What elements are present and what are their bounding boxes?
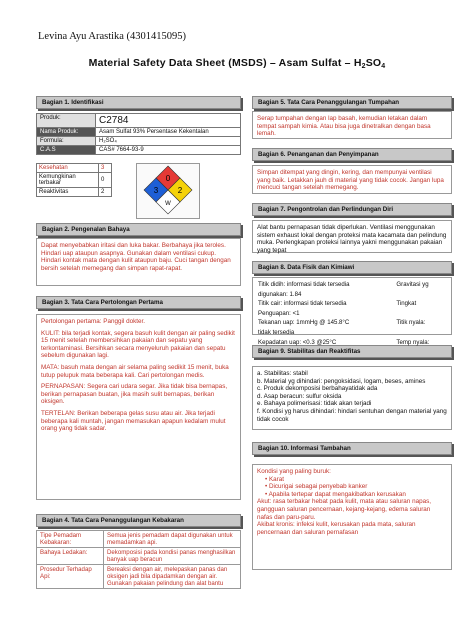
- first-aid-breathing: PERNAPASAN: Segera cari udara segar. Jika tidak bisa bernapas, berikan pernapasan buatan, jika masih sulit bernapas, berikan oksigen.: [41, 383, 228, 406]
- hazard-label: Kesehatan: [37, 164, 99, 173]
- table-row: [37, 137, 241, 146]
- section-10-body: [252, 464, 452, 570]
- section-10-header: Bagian 10. Informasi Tambahan: [252, 442, 452, 455]
- stability-item: c. Produk dekomposisi berbahayatidak ada: [257, 385, 378, 393]
- info-item: • Dicurigai sebagai penyebab kanker: [265, 483, 368, 491]
- product-code: C2784: [96, 114, 241, 128]
- table-row: [37, 128, 241, 137]
- phys-left: Titik didih: informasi tidak tersedia: [258, 281, 350, 288]
- nfpa-diamond-box: [136, 163, 200, 219]
- section-8-body: [252, 277, 452, 346]
- title-sub: 2: [361, 63, 366, 70]
- stability-item: e. Bahaya polimerisasi: tidak akan terjadi: [257, 400, 372, 408]
- first-aid-skin: KULIT: bila terjadi kontak, segera basuh kulit dengan air paling sedikit 15 menit setelah membersihkan pakaian dan sepatu yang terkontaminasi. Bersihkan secara menyeluruh pakaian dan sepatu sebelum digunakan lagi.: [41, 329, 235, 360]
- table-row: [37, 548, 241, 565]
- info-item: Kondisi yang paling buruk:: [257, 468, 331, 475]
- table-row: [257, 328, 447, 338]
- section-3-body: [36, 314, 241, 500]
- table-row: [37, 531, 241, 548]
- row-label: Nama Produk:: [37, 128, 96, 137]
- right-column: [252, 96, 452, 570]
- phys-right: Titik nyala:: [396, 319, 426, 327]
- identification-table: [36, 113, 241, 155]
- author-line: Levina Ayu Arastika (4301415095): [38, 31, 187, 42]
- hazard-value: 2: [99, 188, 112, 197]
- section-5-text: Serap tumpahan dengan lap basah, kemudian letakan dalam tempat sampah kimia. Atau bisa juga dinetralkan dengan basa lemah.: [252, 111, 452, 139]
- table-row: [37, 565, 241, 589]
- page-title: [0, 57, 474, 70]
- row-label: Formula:: [37, 137, 96, 146]
- info-item: Akut: rasa terbakar hebat pada kulit, mata atau saluran napas, gangguan saluran pencernaan, kejang-kejang, edema saluran nafas dan paru-paru.: [257, 498, 431, 521]
- hazard-label: Reaktivitas: [37, 188, 99, 197]
- first-aid-eyes: MATA: basuh mata dengan air selama paling sedikit 15 menit, buka tutup pelupuk mata beberapa kali. Cari pertolongan medis.: [41, 363, 229, 379]
- row-value: Semua jenis pemadam dapat digunakan untuk memadamkan api.: [104, 531, 241, 548]
- first-aid-ingestion: TERTELAN: Berikan beberapa gelas susu atau air. Jika terjadi beberapa kali muntah, jangan memasukan apapun kedalam mulut orang yang tidak sadar.: [41, 409, 226, 433]
- first-aid-intro: Pertolongan pertama: Panggil dokter.: [41, 318, 145, 325]
- table-row: [37, 114, 241, 128]
- hazard-table: [36, 163, 112, 197]
- phys-right: Temp nyala:: [396, 338, 430, 346]
- table-row: [37, 188, 112, 197]
- physical-data-table: [257, 280, 447, 347]
- title-sub2: 4: [381, 63, 386, 70]
- row-value: Dekomposisi pada kondisi panas menghasilkan banyak uap beracun: [104, 548, 241, 565]
- section-5-header: Bagian 5. Tata Cara Penanggulangan Tumpahan: [252, 96, 452, 109]
- table-row: [257, 280, 447, 290]
- stability-item: f. Kondisi yg harus dihindari: hindari sentuhan dengan material yang tidak cocok: [257, 407, 447, 423]
- title-tail: SO: [365, 57, 382, 69]
- phys-left: Titik cair: informasi tidak tersedia: [258, 300, 347, 308]
- phys-right: Gravitasi yg: [396, 281, 429, 288]
- hazard-value: 0: [99, 173, 112, 188]
- hazard-block: [36, 163, 241, 221]
- table-row: [37, 164, 112, 173]
- info-item: • Apabila tertepar dapat mengakibatkan kerusakan: [265, 490, 406, 498]
- section-9-body: [252, 366, 452, 430]
- row-label: Bahaya Ledakan:: [37, 548, 104, 565]
- row-label: Tipe Pemadam Kebakaran:: [37, 531, 104, 548]
- table-row: [257, 309, 447, 319]
- phys-left: digunakan: 1.84: [258, 290, 302, 298]
- stability-item: b. Material yg dihindari: pengoksidasi, logam, beses, amines: [257, 377, 426, 385]
- phys-right: [395, 309, 447, 319]
- stability-item: d. Asap beracun: sulfur oksida: [257, 392, 342, 400]
- info-item: Akibat kronis: infeksi kulit, kerusakan pada mata, saluran pencernaan dan saluran pernafasan: [257, 521, 416, 536]
- row-label: Produk:: [37, 114, 96, 128]
- section-7-header: Bagian 7. Pengontrolan dan Perlindungan Diri: [252, 203, 452, 216]
- title-main: Material Safety Data Sheet (MSDS) – Asam Sulfat – H: [88, 57, 362, 69]
- table-row: [257, 299, 447, 309]
- section-7-text: Alat bantu pernapasan tidak diperlukan. Ventilasi menggunakan sistem exhaust lokal dengan proteksi mata kacamata dan pelindung muka. Perlengkapan proteksi lainnya yakni menggunakan pakaian yang tepat: [252, 220, 452, 253]
- section-2-header: Bagian 2. Pengenalan Bahaya: [36, 223, 241, 236]
- row-value: Bereaksi dengan air, melepaskan panas dan oksigen jadi bila dipadamkan dengan air. Gunakan pakaian pelindung dan alat bantu: [104, 565, 241, 589]
- section-8-header: Bagian 8. Data Fisik dan Kimiawi: [252, 261, 452, 274]
- table-row: [257, 318, 447, 328]
- hazard-label: Kemungkinan terbakar: [37, 173, 99, 188]
- left-column: [36, 96, 241, 589]
- section-6-text: Simpan ditempat yang dingin, kering, dan mempunyai ventilasi yang baik. Letakkan jauh di material yang tidak cocok. Jangan lupa mencuci tangan setelah memegang.: [252, 165, 452, 194]
- info-item: • Karat: [265, 475, 285, 483]
- table-row: [37, 146, 241, 155]
- section-1-header: Bagian 1. Identifikasi: [36, 96, 241, 109]
- phys-right: Tingkat: [396, 300, 417, 308]
- stability-item: a. Stabilitas: stabil: [257, 370, 308, 377]
- table-row: [37, 173, 112, 188]
- section-4-header: Bagian 4. Tata Cara Penanggulangan Kebakaran: [36, 514, 241, 527]
- cas-number: CAS# 7664-93-9: [96, 146, 241, 155]
- firefighting-table: [36, 530, 241, 589]
- diamond-left: 3: [153, 186, 159, 195]
- row-label: C.A.S: [37, 146, 96, 155]
- product-name: Asam Sulfat 93% Persentase Kekentalan: [96, 128, 241, 137]
- phys-left: Tekanan uap: 1mmHg @ 145.8°C: [258, 319, 350, 327]
- table-row: [257, 290, 447, 300]
- section-9-header: Bagian 9. Stabilitas dan Reaktifitas: [252, 345, 452, 358]
- nfpa-diamond-icon: [137, 164, 199, 218]
- hazard-value: 3: [99, 164, 112, 173]
- phys-right: [395, 290, 447, 300]
- section-3-header: Bagian 3. Tata Cara Pertolongan Pertama: [36, 296, 241, 309]
- phys-left: Kepadatan uap: <0.3 @25°C: [258, 338, 337, 346]
- diamond-right: 2: [177, 186, 183, 195]
- formula: H₂SO₄: [96, 137, 241, 146]
- section-2-text: Dapat menyebabkan iritasi dan luka bakar. Berbahaya jika teroles. Hindari uap ataupun asapnya. Gunakan dalam ventilasi cukup. Hindari kontak mata dengan kulit ataupun baju. Cuci tangan dengan bersih setelah memegang dan simpan rapat-rapat.: [36, 238, 241, 286]
- diamond-bottom: W: [165, 201, 171, 207]
- phys-left: Penguapan: <1: [258, 309, 300, 317]
- row-label: Prosedur Terhadap Api:: [37, 565, 104, 589]
- section-6-header: Bagian 6. Penanganan dan Penyimpanan: [252, 148, 452, 161]
- diamond-top: 0: [165, 174, 171, 183]
- phys-right: [395, 328, 447, 338]
- phys-left: tidak tersedia: [258, 328, 295, 336]
